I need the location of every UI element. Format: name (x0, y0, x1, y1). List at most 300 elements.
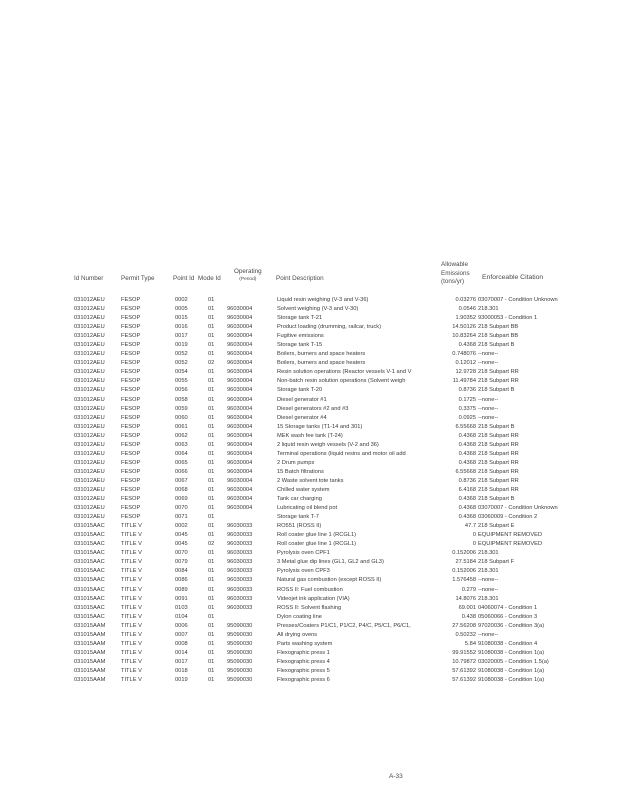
header-allowable-line2: Emissions (441, 269, 470, 277)
cell-permit-type: TITLE V (121, 658, 142, 665)
cell-point-description: Diesel generator #4 (277, 414, 327, 421)
cell-point-id: 0069 (175, 496, 188, 503)
table-row (74, 386, 614, 395)
cell-operating: 96030004 (227, 351, 253, 358)
cell-mode-id: 01 (208, 423, 215, 430)
cell-enforceable-citation: --none-- (478, 414, 499, 421)
cell-permit-type: FESOP (121, 432, 141, 439)
cell-permit-type: TITLE V (121, 622, 142, 629)
cell-operating: 96030004 (227, 414, 253, 421)
cell-point-description: Storage tank T-15 (277, 342, 323, 349)
cell-allowable-emissions: 0.4368 (458, 450, 476, 457)
cell-id-number: 031015AAC (74, 586, 105, 593)
cell-allowable-emissions: 0 (472, 532, 476, 539)
cell-point-description: Liquid resin weighing (V-3 and V-36) (277, 297, 369, 303)
cell-allowable-emissions: 27.56208 (452, 622, 476, 629)
cell-mode-id: 01 (208, 432, 215, 439)
table-row (74, 305, 614, 314)
cell-allowable-emissions: 14.8076 (455, 595, 476, 602)
cell-permit-type: TITLE V (121, 676, 142, 683)
cell-id-number: 031012AEU (74, 432, 105, 439)
cell-point-id: 0091 (175, 595, 188, 602)
table-row (74, 622, 614, 631)
cell-allowable-emissions: 0.03276 (455, 297, 476, 303)
cell-permit-type: TITLE V (121, 559, 142, 566)
table-row (74, 522, 614, 531)
cell-enforceable-citation: 218 Subpart RR (478, 378, 519, 385)
cell-operating: 96030004 (227, 496, 253, 503)
cell-point-id: 0070 (175, 505, 188, 512)
cell-allowable-emissions: 0.438 (461, 613, 476, 620)
cell-point-id: 0017 (175, 333, 188, 340)
cell-allowable-emissions: 0.4368 (458, 496, 476, 503)
cell-id-number: 031012AEU (74, 405, 105, 412)
cell-mode-id: 01 (208, 613, 215, 620)
cell-point-description: ROSS II: Fuel combustion (277, 586, 343, 593)
cell-enforceable-citation: 218 Subpart E (478, 523, 515, 530)
cell-mode-id: 01 (208, 604, 215, 611)
cell-enforceable-citation: 218 Subpart RR (478, 450, 519, 457)
cell-allowable-emissions: 0.0546 (458, 306, 476, 313)
cell-allowable-emissions: 69.001 (458, 604, 476, 611)
cell-enforceable-citation: 03070007 - Condition Unknown (478, 505, 558, 512)
cell-permit-type: TITLE V (121, 613, 142, 620)
cell-allowable-emissions: 0.8736 (458, 387, 476, 394)
cell-mode-id: 01 (208, 676, 215, 683)
cell-point-id: 0002 (175, 523, 188, 530)
cell-point-description: Boilers, burners and space heaters (277, 351, 366, 358)
cell-operating: 96030033 (227, 604, 253, 611)
cell-id-number: 031012AEU (74, 378, 105, 385)
cell-enforceable-citation: 91080038 - Condition 1(a) (478, 667, 545, 674)
table-row (74, 504, 614, 513)
cell-allowable-emissions: 0.4368 (458, 459, 476, 466)
cell-mode-id: 01 (208, 378, 215, 385)
cell-mode-id: 01 (208, 459, 215, 466)
cell-id-number: 031015AAM (74, 658, 106, 665)
cell-point-description: Dylon coating line (277, 613, 322, 620)
cell-point-id: 0005 (175, 306, 188, 313)
cell-mode-id: 01 (208, 595, 215, 602)
header-allowable-line1: Allowable (441, 261, 468, 268)
cell-operating: 96030004 (227, 505, 253, 512)
cell-enforceable-citation: EQUIPMENT REMOVED (478, 541, 543, 548)
cell-permit-type: TITLE V (121, 631, 142, 638)
cell-operating: 96030004 (227, 423, 253, 430)
header-point-id: Point Id (173, 275, 195, 282)
cell-enforceable-citation: 03070007 - Condition Unknown (478, 297, 558, 303)
cell-operating: 96030004 (227, 477, 253, 484)
cell-mode-id: 01 (208, 324, 215, 331)
cell-enforceable-citation: 04060074 - Condition 1 (478, 604, 538, 611)
cell-allowable-emissions: 0.4368 (458, 441, 476, 448)
cell-enforceable-citation: --none-- (478, 396, 499, 403)
cell-point-description: 2 liquid resin weigh vessels (V-2 and 36) (277, 441, 379, 448)
cell-permit-type: FESOP (121, 423, 141, 430)
cell-point-description: Diesel generator #1 (277, 396, 327, 403)
cell-enforceable-citation: 97020036 - Condition 3(a) (478, 622, 545, 629)
cell-permit-type: FESOP (121, 477, 141, 484)
cell-operating: 95090030 (227, 676, 253, 683)
cell-mode-id: 01 (208, 550, 215, 557)
cell-enforceable-citation: 218 Subpart RR (478, 477, 519, 484)
cell-mode-id: 02 (208, 360, 215, 367)
cell-operating: 96030004 (227, 369, 253, 376)
cell-enforceable-citation: --none-- (478, 360, 499, 367)
cell-permit-type: FESOP (121, 486, 141, 493)
cell-id-number: 031012AEU (74, 324, 105, 331)
table-row (74, 350, 614, 359)
cell-operating: 96030004 (227, 432, 253, 439)
cell-mode-id: 01 (208, 468, 215, 475)
cell-mode-id: 01 (208, 333, 215, 340)
cell-enforceable-citation: --none-- (478, 405, 499, 412)
table-row (74, 586, 614, 595)
cell-mode-id: 01 (208, 477, 215, 484)
cell-enforceable-citation: 218 Subpart B (478, 496, 515, 503)
cell-id-number: 031015AAC (74, 568, 105, 575)
table-row (74, 468, 614, 477)
cell-allowable-emissions: 27.5184 (455, 559, 476, 566)
cell-allowable-emissions: 0.3375 (458, 405, 476, 412)
cell-permit-type: FESOP (121, 378, 141, 385)
table-row (74, 513, 614, 522)
cell-permit-type: FESOP (121, 450, 141, 457)
cell-point-id: 0061 (175, 423, 188, 430)
cell-allowable-emissions: 0.8736 (458, 477, 476, 484)
cell-point-id: 0045 (175, 532, 188, 539)
cell-mode-id: 01 (208, 649, 215, 656)
cell-point-id: 0056 (175, 387, 188, 394)
cell-operating: 96030004 (227, 315, 253, 322)
cell-point-description: Non-batch resin solution operations (Solvent weigh (277, 378, 406, 385)
cell-point-id: 0065 (175, 459, 188, 466)
cell-enforceable-citation: 218.301 (478, 550, 499, 557)
cell-mode-id: 01 (208, 577, 215, 584)
cell-id-number: 031015AAM (74, 622, 106, 629)
cell-allowable-emissions: 1.576458 (452, 577, 476, 584)
cell-point-description: Lubricating oil blend pot (277, 505, 338, 512)
cell-allowable-emissions: 0.0925 (458, 414, 476, 421)
cell-mode-id: 01 (208, 496, 215, 503)
cell-operating: 96030004 (227, 486, 253, 493)
table-row (74, 540, 614, 549)
cell-permit-type: TITLE V (121, 595, 142, 602)
cell-enforceable-citation: 218.301 (478, 595, 499, 602)
cell-mode-id: 01 (208, 315, 215, 322)
cell-point-description: Terminal operations (liquid resins and motor oil add (277, 450, 406, 457)
cell-permit-type: TITLE V (121, 604, 142, 611)
cell-allowable-emissions: 12.9728 (455, 369, 476, 376)
cell-operating: 96030004 (227, 306, 253, 313)
cell-permit-type: TITLE V (121, 541, 142, 548)
cell-id-number: 031012AEU (74, 315, 105, 322)
cell-enforceable-citation: 91080038 - Condition 1(a) (478, 649, 545, 656)
cell-allowable-emissions: 14.50126 (452, 324, 476, 331)
cell-permit-type: FESOP (121, 351, 141, 358)
table-row (74, 631, 614, 640)
table-row (74, 613, 614, 622)
cell-id-number: 031012AEU (74, 459, 105, 466)
cell-permit-type: TITLE V (121, 667, 142, 674)
cell-id-number: 031015AAC (74, 550, 105, 557)
cell-point-id: 0052 (175, 351, 188, 358)
table-row (74, 414, 614, 423)
cell-permit-type: FESOP (121, 360, 141, 367)
cell-id-number: 031015AAC (74, 532, 105, 539)
cell-operating: 96030004 (227, 333, 253, 340)
cell-permit-type: FESOP (121, 324, 141, 331)
table-row (74, 486, 614, 495)
table-row (74, 432, 614, 441)
cell-mode-id: 01 (208, 351, 215, 358)
cell-mode-id: 01 (208, 505, 215, 512)
cell-enforceable-citation: 91080038 - Condition 4 (478, 640, 538, 647)
table-row (74, 341, 614, 350)
cell-mode-id: 01 (208, 450, 215, 457)
cell-id-number: 031012AEU (74, 387, 105, 394)
table-row (74, 667, 614, 676)
header-allowable-line3: (tons/yr) (441, 278, 465, 285)
cell-point-description: Natural gas combustion (except ROSS II) (277, 577, 382, 584)
cell-id-number: 031012AEU (74, 306, 105, 313)
cell-allowable-emissions: 0 (472, 541, 476, 548)
cell-enforceable-citation: --none-- (478, 586, 499, 593)
cell-point-description: Storage tank T-7 (277, 514, 319, 521)
cell-point-id: 0086 (175, 577, 188, 584)
cell-allowable-emissions: 0.50232 (455, 631, 476, 638)
cell-permit-type: TITLE V (121, 586, 142, 593)
table-body (74, 296, 614, 685)
cell-permit-type: FESOP (121, 505, 141, 512)
cell-allowable-emissions: 0.152006 (452, 550, 476, 557)
cell-operating: 96030004 (227, 378, 253, 385)
cell-enforceable-citation: 218 Subpart BB (478, 324, 519, 331)
cell-point-id: 0070 (175, 550, 188, 557)
cell-operating: 95090030 (227, 658, 253, 665)
cell-permit-type: FESOP (121, 396, 141, 403)
cell-id-number: 031015AAC (74, 577, 105, 584)
cell-point-id: 0063 (175, 441, 188, 448)
cell-point-description: Boilers, burners and space heaters (277, 360, 366, 367)
header-operating-sub: (Period) (239, 277, 257, 282)
cell-mode-id: 01 (208, 387, 215, 394)
cell-permit-type: FESOP (121, 459, 141, 466)
cell-enforceable-citation: 218 Subpart RR (478, 486, 519, 493)
cell-allowable-emissions: 57.61392 (452, 667, 476, 674)
cell-permit-type: FESOP (121, 514, 141, 521)
cell-permit-type: FESOP (121, 387, 141, 394)
cell-permit-type: TITLE V (121, 577, 142, 584)
header-mode-id: Mode Id (198, 275, 221, 282)
table-row (74, 549, 614, 558)
cell-operating: 95090030 (227, 631, 253, 638)
cell-point-id: 0058 (175, 396, 188, 403)
cell-allowable-emissions: 11.49784 (452, 378, 476, 385)
cell-allowable-emissions: 47.7 (464, 523, 476, 530)
cell-operating: 95090030 (227, 640, 253, 647)
cell-id-number: 031012AEU (74, 414, 105, 421)
cell-permit-type: FESOP (121, 468, 141, 475)
cell-point-description: Chilled water system (277, 486, 330, 493)
cell-id-number: 031012AEU (74, 342, 105, 349)
cell-id-number: 031015AAM (74, 649, 106, 656)
cell-point-description: Roll coater glue line 1 (RCGL1) (277, 532, 357, 539)
cell-point-id: 0067 (175, 477, 188, 484)
cell-mode-id: 01 (208, 586, 215, 593)
header-permit-type: Permit Type (121, 275, 155, 282)
cell-point-description: Fugitive emissions (277, 333, 324, 340)
table-row (74, 296, 614, 305)
cell-id-number: 031012AEU (74, 351, 105, 358)
cell-permit-type: FESOP (121, 405, 141, 412)
cell-mode-id: 01 (208, 523, 215, 530)
cell-point-description: 15 Batch filtrations (277, 468, 324, 475)
cell-point-id: 0084 (175, 568, 188, 575)
cell-point-description: Product loading (drumming, railcar, truck) (277, 324, 381, 331)
table-row (74, 441, 614, 450)
cell-permit-type: TITLE V (121, 550, 142, 557)
cell-mode-id: 01 (208, 441, 215, 448)
table-row (74, 323, 614, 332)
cell-id-number: 031012AEU (74, 450, 105, 457)
cell-id-number: 031012AEU (74, 486, 105, 493)
cell-point-id: 0018 (175, 667, 188, 674)
cell-id-number: 031015AAC (74, 595, 105, 602)
cell-id-number: 031012AEU (74, 369, 105, 376)
cell-point-id: 0066 (175, 468, 188, 475)
cell-operating: 96030004 (227, 396, 253, 403)
cell-permit-type: FESOP (121, 496, 141, 503)
cell-id-number: 031015AAC (74, 604, 105, 611)
table-row (74, 649, 614, 658)
cell-point-description: Videojet ink application (VIA) (277, 595, 350, 602)
cell-point-id: 0002 (175, 297, 188, 303)
cell-id-number: 031012AEU (74, 423, 105, 430)
cell-allowable-emissions: 0.4368 (458, 514, 476, 521)
cell-allowable-emissions: 99.91552 (452, 649, 476, 656)
cell-point-description: 3 Metal glue dip lines (GL1, GL2 and GL3) (277, 559, 384, 566)
cell-point-description: Flexographic press 4 (277, 658, 330, 665)
cell-point-description: Flexographic press 1 (277, 649, 330, 656)
cell-mode-id: 02 (208, 541, 215, 548)
cell-mode-id: 01 (208, 405, 215, 412)
cell-operating: 96030004 (227, 468, 253, 475)
cell-point-id: 0017 (175, 658, 188, 665)
table-row (74, 450, 614, 459)
cell-enforceable-citation: 93000053 - Condition 1 (478, 315, 538, 322)
cell-id-number: 031012AEU (74, 441, 105, 448)
cell-operating: 96030033 (227, 541, 253, 548)
cell-allowable-emissions: 0.4368 (458, 432, 476, 439)
cell-point-id: 0055 (175, 378, 188, 385)
cell-id-number: 031015AAC (74, 613, 105, 620)
cell-mode-id: 01 (208, 640, 215, 647)
cell-id-number: 031012AEU (74, 297, 105, 303)
cell-operating: 96030033 (227, 595, 253, 602)
cell-enforceable-citation: --none-- (478, 631, 499, 638)
cell-id-number: 031012AEU (74, 468, 105, 475)
cell-point-id: 0060 (175, 414, 188, 421)
cell-point-id: 0016 (175, 324, 188, 331)
table-row (74, 567, 614, 576)
cell-point-description: Tank car charging (277, 496, 322, 503)
table-row (74, 332, 614, 341)
cell-point-description: Flexographic press 6 (277, 676, 330, 683)
table-row (74, 495, 614, 504)
cell-permit-type: TITLE V (121, 532, 142, 539)
cell-allowable-emissions: 0.279 (461, 586, 476, 593)
cell-point-description: MEK wash fee tank (T-24) (277, 432, 343, 439)
cell-point-id: 0089 (175, 586, 188, 593)
cell-enforceable-citation: 218 Subpart RR (478, 441, 519, 448)
cell-point-description: 2 Drum pumps (277, 459, 315, 466)
cell-id-number: 031012AEU (74, 514, 105, 521)
cell-id-number: 031015AAC (74, 559, 105, 566)
cell-mode-id: 01 (208, 297, 215, 303)
cell-allowable-emissions: 6.4168 (458, 486, 476, 493)
table-row (74, 576, 614, 585)
cell-permit-type: FESOP (121, 414, 141, 421)
cell-mode-id: 01 (208, 342, 215, 349)
cell-point-id: 0059 (175, 405, 188, 412)
cell-id-number: 031012AEU (74, 360, 105, 367)
cell-operating: 95090030 (227, 649, 253, 656)
cell-mode-id: 01 (208, 622, 215, 629)
cell-point-id: 0064 (175, 450, 188, 457)
cell-point-id: 0019 (175, 342, 188, 349)
cell-allowable-emissions: 5.84 (464, 640, 476, 647)
cell-enforceable-citation: 218 Subpart B (478, 387, 515, 394)
cell-point-description: All drying ovens (277, 631, 318, 638)
cell-id-number: 031015AAM (74, 667, 106, 674)
cell-enforceable-citation: 218 Subpart RR (478, 432, 519, 439)
cell-point-description: Parts washing system (277, 640, 333, 647)
cell-id-number: 031015AAC (74, 541, 105, 548)
cell-mode-id: 01 (208, 658, 215, 665)
cell-point-id: 0104 (175, 613, 188, 620)
cell-permit-type: FESOP (121, 333, 141, 340)
cell-enforceable-citation: 218.301 (478, 568, 499, 575)
table-row (74, 405, 614, 414)
cell-enforceable-citation: 218.301 (478, 306, 499, 313)
cell-point-id: 0052 (175, 360, 188, 367)
cell-permit-type: TITLE V (121, 568, 142, 575)
cell-point-id: 0007 (175, 631, 188, 638)
cell-allowable-emissions: 10.83264 (452, 333, 476, 340)
header-id-number: Id Number (74, 275, 104, 282)
table-row (74, 423, 614, 432)
cell-operating: 95090030 (227, 667, 253, 674)
cell-permit-type: FESOP (121, 441, 141, 448)
cell-allowable-emissions: 57.61392 (452, 676, 476, 683)
cell-point-description: Presses/Coaters P1/C1, P1/C2, P4/C, P5/C1, P6/C1, (277, 622, 411, 629)
table-row (74, 477, 614, 486)
cell-enforceable-citation: 218 Subpart B (478, 423, 515, 430)
cell-enforceable-citation: --none-- (478, 577, 499, 584)
cell-mode-id: 01 (208, 486, 215, 493)
cell-permit-type: TITLE V (121, 523, 142, 530)
cell-point-description: Flexographic press 5 (277, 667, 330, 674)
cell-mode-id: 01 (208, 306, 215, 313)
cell-operating: 96030033 (227, 559, 253, 566)
cell-point-description: Storage tank T-20 (277, 387, 323, 394)
cell-point-id: 0068 (175, 486, 188, 493)
cell-mode-id: 01 (208, 559, 215, 566)
cell-point-description: Pyrolysis oven CPF1 (277, 550, 330, 557)
cell-point-description: Resin solution operations (Reactor vessels V-1 and V (277, 369, 412, 376)
cell-point-id: 0008 (175, 640, 188, 647)
